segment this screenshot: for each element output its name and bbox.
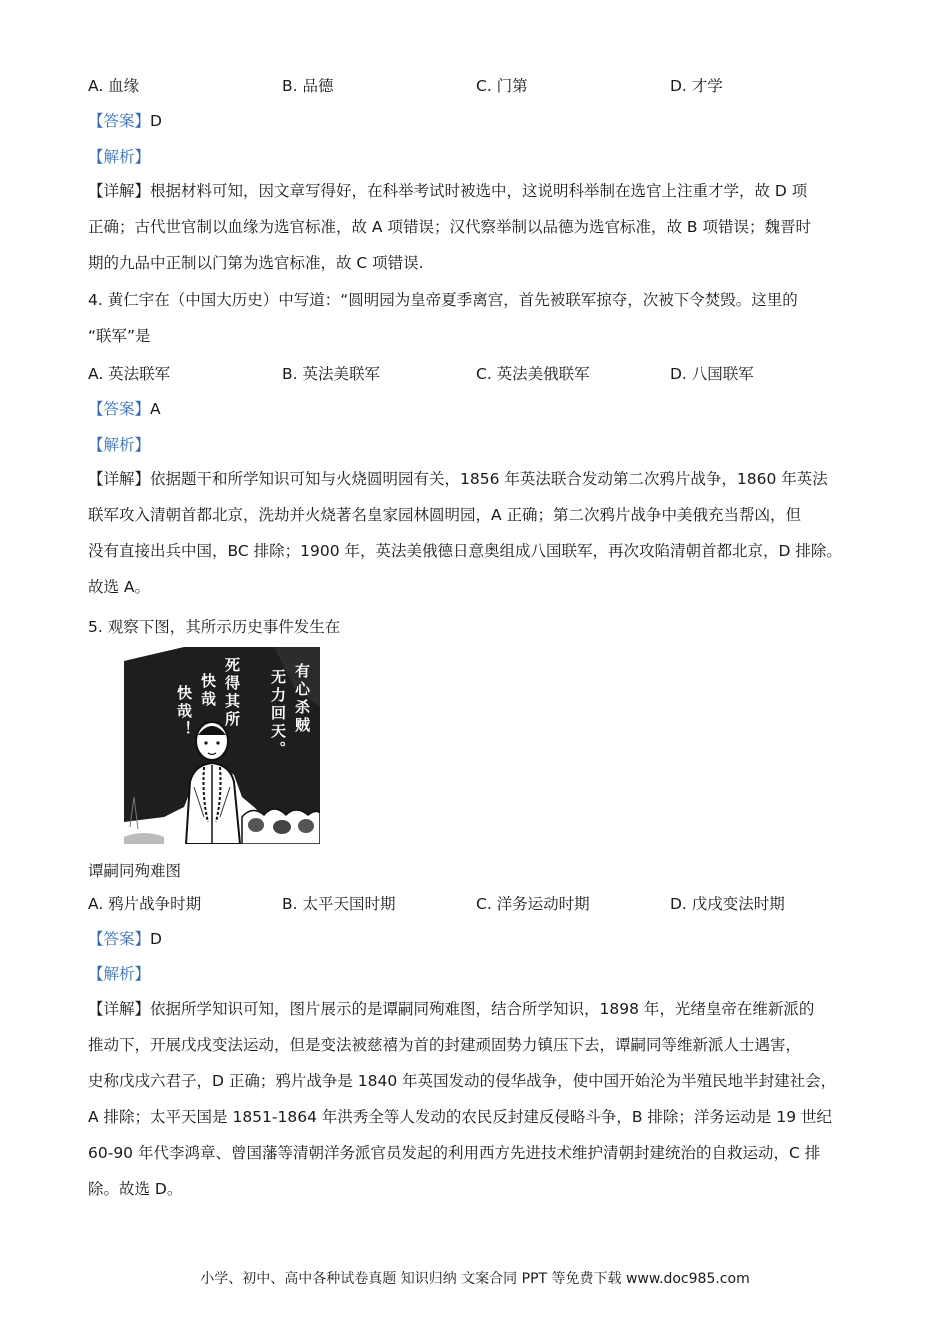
q4-option-b: B. 英法美联军	[282, 365, 380, 383]
figure-text-5: 快哉！	[175, 685, 193, 739]
q3-detail-line: 【详解】根据材料可知，因文章写得好，在科举考试时被选中，这说明科举制在选官上注重才学，故 D 项	[88, 182, 808, 200]
q4-answer	[88, 399, 161, 419]
figure-caption: 谭嗣同殉难图	[88, 862, 182, 880]
tan-sitong-illustration	[124, 647, 320, 844]
answer-value: D	[150, 930, 162, 948]
q3-option-b: B. 品德	[282, 77, 334, 95]
q5-option-d: D. 戊戌变法时期	[670, 895, 785, 913]
q5-detail-line: 【详解】依据所学知识可知，图片展示的是谭嗣同殉难图，结合所学知识，1898 年，光绪皇帝在维新派的	[88, 1000, 815, 1018]
q3-analysis-tag: 【解析】	[88, 148, 151, 166]
answer-tag: 【答案】	[88, 400, 151, 418]
figure-text-3: 死得其所	[223, 657, 241, 729]
q5-option-b: B. 太平天国时期	[282, 895, 396, 913]
q4-option-a: A. 英法联军	[88, 365, 171, 383]
q4-detail-line: 【详解】依据题干和所学知识可知与火烧圆明园有关，1856 年英法联合发动第二次鸦片战争，1860 年英法	[88, 470, 828, 488]
q4-detail-line: 没有直接出兵中国，BC 排除；1900 年，英法美俄德日意奥组成八国联军，再次攻陷清朝首都北京，D 排除。	[88, 542, 842, 560]
q3-option-c: C. 门第	[476, 77, 528, 95]
q3-detail-line: 期的九品中正制以门第为选官标准，故 C 项错误.	[88, 254, 424, 272]
q3-detail	[88, 173, 878, 281]
q4-question	[88, 282, 878, 354]
q4-detail	[88, 461, 878, 605]
q5-analysis-tag: 【解析】	[88, 965, 151, 983]
answer-tag: 【答案】	[88, 112, 151, 130]
q3-answer	[88, 111, 162, 131]
q5-detail	[88, 991, 878, 1207]
q5-options	[88, 894, 868, 914]
answer-value: A	[150, 400, 161, 418]
figure-text-4: 快哉	[199, 673, 217, 709]
q5-detail-line: A 排除；太平天国是 1851-1864 年洪秀全等人发动的农民反封建反侵略斗争，B 排除；洋务运动是 19 世纪	[88, 1108, 833, 1126]
q4-detail-line: 故选 A。	[88, 578, 151, 596]
q5-question: 5. 观察下图，其所示历史事件发生在	[88, 618, 341, 636]
q5-answer	[88, 929, 162, 949]
q3-option-a: A. 血缘	[88, 77, 140, 95]
q3-options	[88, 76, 868, 96]
q4-analysis-tag: 【解析】	[88, 436, 151, 454]
figure-text-2: 无力回天。	[269, 669, 287, 759]
page-footer: 小学、初中、高中各种试卷真题 知识归纳 文案合同 PPT 等免费下载 www.doc985.com	[200, 1271, 750, 1287]
answer-value: D	[150, 112, 162, 130]
q3-detail-line: 正确；古代世官制以血缘为选官标准，故 A 项错误；汉代察举制以品德为选官标准，故 B 项错误；魏晋时	[88, 218, 811, 236]
q4-detail-line: 联军攻入清朝首都北京，洗劫并火烧著名皇家园林圆明园，A 正确；第二次鸦片战争中美俄充当帮凶，但	[88, 506, 802, 524]
q4-options	[88, 364, 868, 384]
q5-option-a: A. 鸦片战争时期	[88, 895, 202, 913]
q4-question-line: “联军”是	[88, 327, 151, 345]
q4-option-c: C. 英法美俄联军	[476, 365, 590, 383]
q5-detail-line: 60-90 年代李鸿章、曾国藩等清朝洋务派官员发起的利用西方先进技术维护清朝封建统治的自救运动，C 排	[88, 1144, 821, 1162]
q4-question-line: 4. 黄仁宇在（中国大历史）中写道：“圆明园为皇帝夏季离宫，首先被联军掠夺，次被下令焚毁。这里的	[88, 291, 798, 309]
q5-detail-line: 除。故选 D。	[88, 1180, 183, 1198]
q5-option-c: C. 洋务运动时期	[476, 895, 590, 913]
q5-detail-line: 推动下，开展戊戌变法运动，但是变法被慈禧为首的封建顽固势力镇压下去，谭嗣同等维新派人士遇害，	[88, 1036, 802, 1054]
answer-tag: 【答案】	[88, 930, 151, 948]
figure-text-1: 有心杀贼	[293, 663, 311, 735]
q5-detail-line: 史称戊戌六君子，D 正确；鸦片战争是 1840 年英国发动的侵华战争，使中国开始沦为半殖民地半封建社会，	[88, 1072, 837, 1090]
q4-option-d: D. 八国联军	[670, 365, 754, 383]
q3-option-d: D. 才学	[670, 77, 723, 95]
